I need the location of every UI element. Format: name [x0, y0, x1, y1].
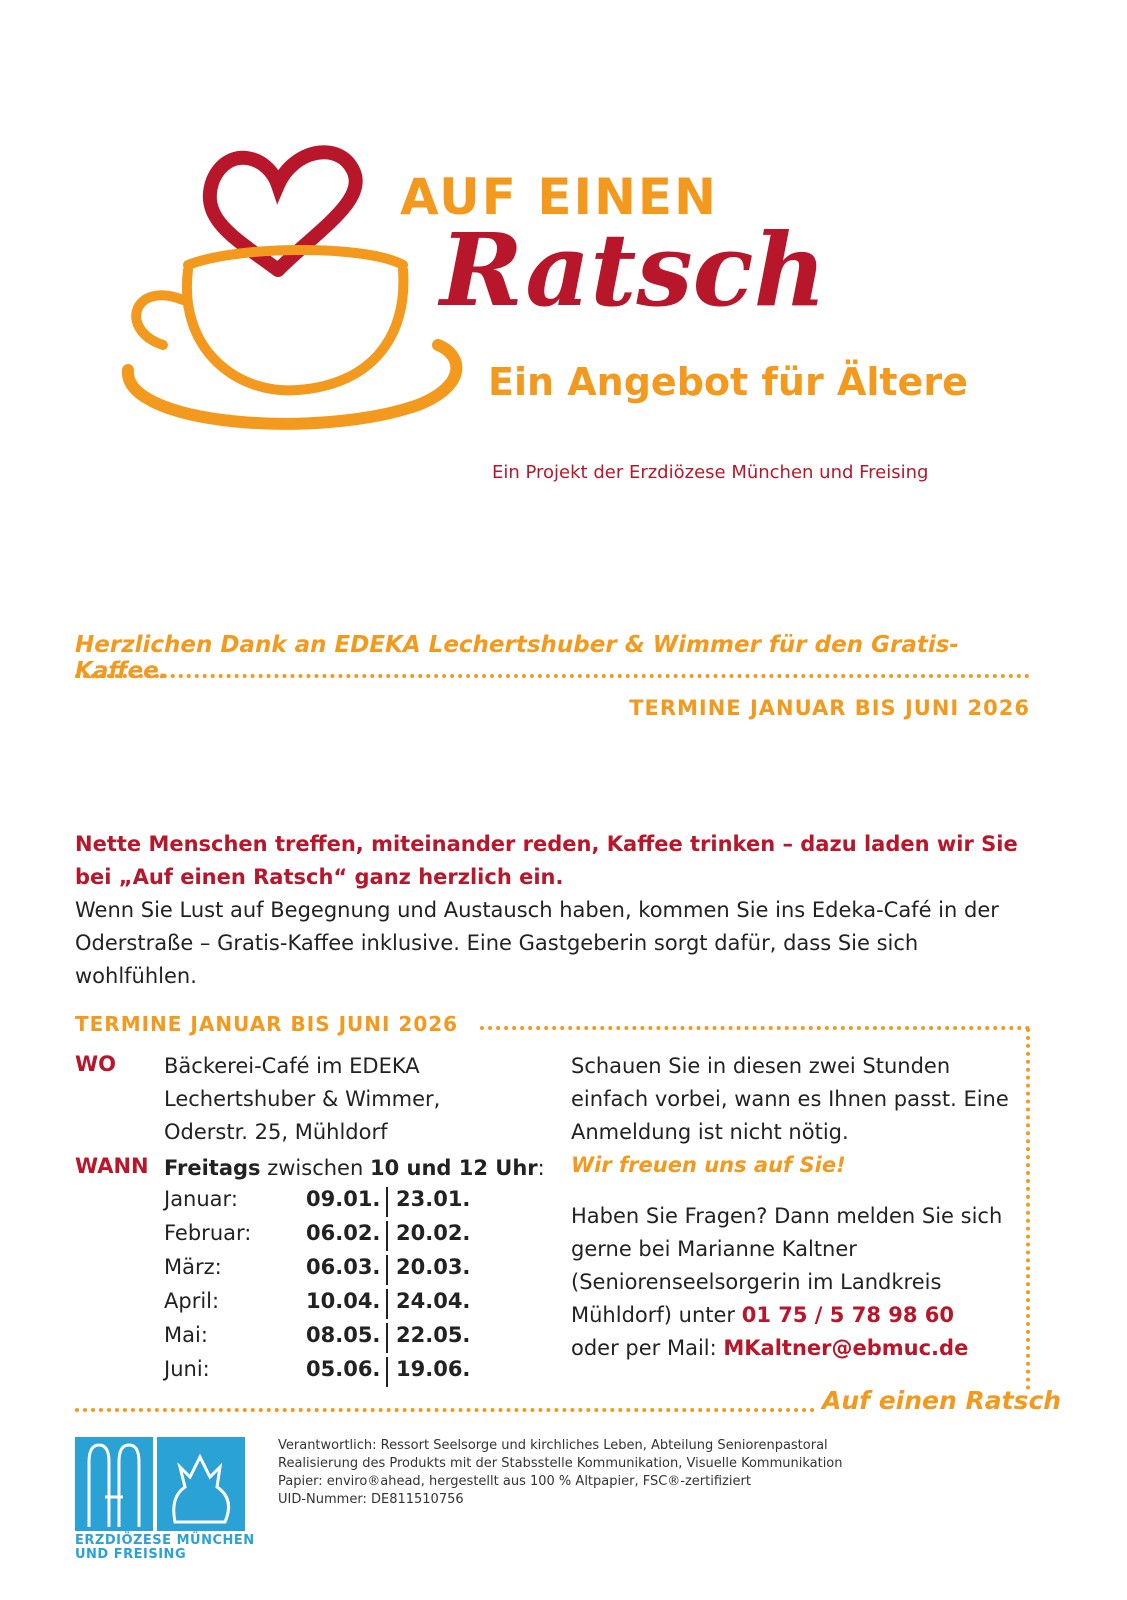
date-separator [386, 1357, 388, 1387]
box-border-right [1026, 1028, 1030, 1390]
date-second: 19.06. [396, 1357, 471, 1381]
box-border-top [480, 1026, 1030, 1030]
date-month: Februar: [164, 1221, 252, 1245]
wann-hours: 10 und 12 Uhr [369, 1156, 538, 1180]
schedule-heading: TERMINE JANUAR BIS JUNI 2026 [75, 1012, 464, 1036]
date-month: April: [164, 1289, 220, 1313]
date-separator [386, 1255, 388, 1285]
imprint-line: Realisierung des Produkts mit der Stabsstelle Kommunikation, Visuelle Kommunikation [278, 1456, 843, 1471]
date-month: Juni: [164, 1357, 210, 1381]
date-first: 06.03. [306, 1255, 381, 1279]
intro-paragraph [75, 828, 1035, 993]
imprint-line: Verantwortlich: Ressort Seelsorge und kirchliches Leben, Abteilung Seniorenpastoral [278, 1438, 828, 1453]
date-first: 10.04. [306, 1289, 381, 1313]
date-separator [386, 1187, 388, 1217]
phone-number[interactable]: 01 75 / 5 78 98 60 [741, 1303, 955, 1327]
logo-text-line: UND FREISING [75, 1547, 187, 1562]
imprint-line: UID-Nummer: DE811510756 [278, 1492, 464, 1507]
logo-text-line: ERZDIÖZESE MÜNCHEN [75, 1533, 255, 1548]
wo-line: Bäckerei-Café im EDEKA [164, 1054, 420, 1078]
info-mail-line [571, 1332, 1011, 1365]
date-second: 20.02. [396, 1221, 471, 1245]
date-first: 05.06. [306, 1357, 381, 1381]
info-paragraph-1: Schauen Sie in diesen zwei Stunden einfach vorbei, wann es Ihnen passt. Eine Anmeldung ist nicht nötig. [571, 1054, 1009, 1144]
date-first: 06.02. [306, 1221, 381, 1245]
archdiocese-logo-icon [75, 1437, 245, 1531]
box-border-bottom [75, 1408, 815, 1412]
wann-label: WANN [75, 1154, 149, 1178]
thanks-line: Herzlichen Dank an EDEKA Lechertshuber & Wimmer für den Gratis-Kaffee. [75, 632, 959, 684]
wann-day: Freitags [164, 1156, 261, 1180]
intro-lead: Nette Menschen treffen, miteinander reden, Kaffee trinken – dazu laden wir Sie bei „Auf einen Ratsch“ ganz herzlich ein. [75, 832, 1018, 889]
logo-title-line1: AUF EINEN [400, 168, 718, 226]
project-credit: Ein Projekt der Erzdiözese München und Freising [492, 462, 929, 483]
imprint-line: Papier: enviro®ahead, hergestellt aus 100 % Altpapier, FSC®-zertifiziert [278, 1474, 751, 1489]
date-first: 08.05. [306, 1323, 381, 1347]
schedule-tagline: Auf einen Ratsch [822, 1386, 1062, 1415]
date-month: Januar: [164, 1187, 238, 1211]
info-paragraph-2 [571, 1200, 1011, 1332]
date-second: 20.03. [396, 1255, 471, 1279]
date-first: 09.01. [306, 1187, 381, 1211]
info-contact-text: Haben Sie Fragen? Dann melden Sie sich gerne bei Marianne Kaltner (Seniorenseelsorgerin im Landkreis Mühldorf) unter [571, 1204, 1003, 1327]
intro-body: Wenn Sie Lust auf Begegnung und Austausch haben, kommen Sie ins Edeka-Café in der Oderstraße – Gratis-Kaffee inklusive. Eine Gastgeberin sorgt dafür, dass Sie sich wohlfühlen. [75, 898, 999, 988]
wo-address [164, 1050, 544, 1149]
date-month: Mai: [164, 1323, 208, 1347]
date-second: 24.04. [396, 1289, 471, 1313]
wann-end: : [537, 1156, 545, 1180]
wann-mid: zwischen [260, 1156, 370, 1180]
wo-line: Lechertshuber & Wimmer, [164, 1087, 441, 1111]
archdiocese-logo-text [75, 1534, 255, 1562]
termine-title: TERMINE JANUAR BIS JUNI 2026 [629, 696, 1030, 720]
logo-title-ratsch: Ratsch [440, 211, 827, 329]
date-month: März: [164, 1255, 222, 1279]
date-separator [386, 1323, 388, 1353]
date-separator [386, 1221, 388, 1251]
info-mail-label: oder per Mail: [571, 1336, 724, 1360]
logo-subtitle: Ein Angebot für Ältere [488, 360, 968, 404]
imprint [278, 1437, 843, 1509]
email-link[interactable]: MKaltner@ebmuc.de [723, 1336, 969, 1360]
date-second: 22.05. [396, 1323, 471, 1347]
wann-time [164, 1152, 564, 1185]
info-column [571, 1050, 1011, 1365]
info-highlight: Wir freuen uns auf Sie! [571, 1153, 846, 1177]
dotted-divider [75, 674, 1030, 678]
wo-line: Oderstr. 25, Mühldorf [164, 1120, 388, 1144]
coffee-cup-icon [128, 250, 457, 424]
date-separator [386, 1289, 388, 1319]
date-second: 23.01. [396, 1187, 471, 1211]
wo-label: WO [75, 1052, 117, 1076]
